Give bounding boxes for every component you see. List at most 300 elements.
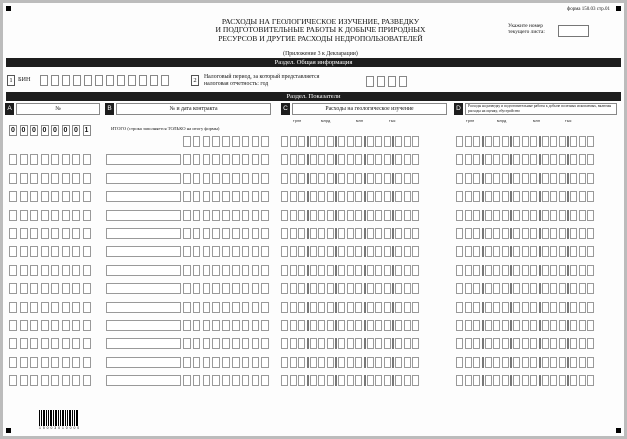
development-cost-cell[interactable] (502, 283, 509, 294)
development-cost-cell[interactable] (502, 246, 509, 257)
exploration-cost-cell[interactable] (338, 154, 345, 165)
row-number-cell[interactable] (51, 154, 59, 165)
development-cost-cell[interactable] (570, 228, 577, 239)
development-cost-cell[interactable] (570, 375, 577, 386)
exploration-cost-cell[interactable] (318, 173, 325, 184)
exploration-cost-cell[interactable] (318, 265, 325, 276)
exploration-cost-cell[interactable] (375, 375, 382, 386)
development-cost-cell[interactable] (485, 375, 492, 386)
development-cost-cell[interactable] (570, 283, 577, 294)
row-number-cell[interactable] (30, 210, 38, 221)
row-number-cell[interactable] (62, 357, 70, 368)
contract-date-cell[interactable] (203, 228, 211, 239)
exploration-cost-cell[interactable] (310, 191, 317, 202)
contract-date-cell[interactable] (183, 375, 191, 386)
development-cost-cell[interactable] (513, 191, 520, 202)
contract-date-cell[interactable] (232, 246, 240, 257)
exploration-cost-cell[interactable] (338, 320, 345, 331)
row-number-cell[interactable] (83, 375, 91, 386)
row-number-cell[interactable] (9, 375, 17, 386)
exploration-cost-cell[interactable] (395, 246, 402, 257)
exploration-cost-cell[interactable] (310, 338, 317, 349)
contract-date-cell[interactable] (222, 191, 230, 202)
row-number-cell[interactable] (51, 228, 59, 239)
exploration-cost-cell[interactable] (412, 173, 419, 184)
development-cost-cell[interactable] (530, 283, 537, 294)
bin-digit-cell[interactable] (51, 75, 59, 86)
development-cost-cell[interactable] (550, 338, 557, 349)
development-cost-cell[interactable] (485, 338, 492, 349)
contract-date-cell[interactable] (203, 191, 211, 202)
exploration-cost-cell[interactable] (281, 136, 288, 147)
row-number-cell[interactable] (30, 228, 38, 239)
exploration-cost-cell[interactable] (327, 320, 334, 331)
development-cost-cell[interactable] (579, 154, 586, 165)
row-number-cell[interactable] (72, 338, 80, 349)
exploration-cost-cell[interactable] (281, 154, 288, 165)
row-number-cell[interactable] (20, 302, 28, 313)
development-cost-cell[interactable] (502, 154, 509, 165)
development-cost-cell[interactable] (473, 191, 480, 202)
row-number-cell[interactable] (30, 173, 38, 184)
development-cost-cell[interactable] (473, 210, 480, 221)
exploration-cost-cell[interactable] (412, 265, 419, 276)
exploration-cost-cell[interactable] (375, 173, 382, 184)
exploration-cost-cell[interactable] (404, 210, 411, 221)
contract-date-cell[interactable] (242, 320, 250, 331)
development-cost-cell[interactable] (550, 357, 557, 368)
development-cost-cell[interactable] (513, 338, 520, 349)
development-cost-cell[interactable] (473, 154, 480, 165)
exploration-cost-cell[interactable] (395, 302, 402, 313)
development-cost-cell[interactable] (522, 302, 529, 313)
exploration-cost-cell[interactable] (281, 320, 288, 331)
development-cost-cell[interactable] (513, 375, 520, 386)
exploration-cost-cell[interactable] (367, 191, 374, 202)
development-cost-cell[interactable] (493, 283, 500, 294)
contract-date-cell[interactable] (212, 283, 220, 294)
exploration-cost-cell[interactable] (384, 375, 391, 386)
exploration-cost-cell[interactable] (281, 302, 288, 313)
exploration-cost-cell[interactable] (395, 228, 402, 239)
row-number-cell[interactable] (83, 320, 91, 331)
development-cost-cell[interactable] (579, 246, 586, 257)
exploration-cost-cell[interactable] (290, 357, 297, 368)
development-cost-cell[interactable] (559, 302, 566, 313)
development-cost-cell[interactable] (473, 338, 480, 349)
development-cost-cell[interactable] (542, 338, 549, 349)
development-cost-cell[interactable] (456, 210, 463, 221)
development-cost-cell[interactable] (513, 246, 520, 257)
development-cost-cell[interactable] (522, 191, 529, 202)
development-cost-cell[interactable] (485, 265, 492, 276)
exploration-cost-cell[interactable] (367, 375, 374, 386)
exploration-cost-cell[interactable] (310, 357, 317, 368)
contract-date-cell[interactable] (232, 357, 240, 368)
contract-date-cell[interactable] (222, 154, 230, 165)
development-cost-cell[interactable] (493, 246, 500, 257)
exploration-cost-cell[interactable] (338, 338, 345, 349)
exploration-cost-cell[interactable] (384, 357, 391, 368)
development-cost-cell[interactable] (513, 228, 520, 239)
bin-digit-cell[interactable] (84, 75, 92, 86)
contract-date-cell[interactable] (242, 283, 250, 294)
development-cost-cell[interactable] (570, 357, 577, 368)
development-cost-cell[interactable] (485, 302, 492, 313)
row-number-cell[interactable] (62, 210, 70, 221)
exploration-cost-cell[interactable] (290, 246, 297, 257)
row-number-cell[interactable] (41, 320, 49, 331)
contract-date-cell[interactable] (193, 228, 201, 239)
contract-date-cell[interactable] (252, 191, 260, 202)
row-number-cell[interactable] (62, 338, 70, 349)
development-cost-cell[interactable] (559, 246, 566, 257)
contract-date-cell[interactable] (203, 375, 211, 386)
row-number-cell[interactable] (83, 265, 91, 276)
exploration-cost-cell[interactable] (412, 375, 419, 386)
contract-field[interactable] (106, 338, 181, 349)
bin-digit-cell[interactable] (73, 75, 81, 86)
development-cost-cell[interactable] (579, 136, 586, 147)
exploration-cost-cell[interactable] (404, 265, 411, 276)
exploration-cost-cell[interactable] (290, 173, 297, 184)
contract-date-cell[interactable] (242, 357, 250, 368)
row-number-cell[interactable] (30, 338, 38, 349)
row-number-cell[interactable] (62, 191, 70, 202)
development-cost-cell[interactable] (473, 228, 480, 239)
exploration-cost-cell[interactable] (298, 210, 305, 221)
exploration-cost-cell[interactable] (310, 283, 317, 294)
exploration-cost-cell[interactable] (298, 228, 305, 239)
development-cost-cell[interactable] (456, 302, 463, 313)
row-number-cell[interactable] (30, 246, 38, 257)
exploration-cost-cell[interactable] (281, 338, 288, 349)
exploration-cost-cell[interactable] (290, 320, 297, 331)
development-cost-cell[interactable] (522, 265, 529, 276)
exploration-cost-cell[interactable] (347, 357, 354, 368)
development-cost-cell[interactable] (513, 173, 520, 184)
exploration-cost-cell[interactable] (384, 320, 391, 331)
development-cost-cell[interactable] (465, 210, 472, 221)
development-cost-cell[interactable] (542, 173, 549, 184)
row-number-cell[interactable] (62, 302, 70, 313)
contract-date-cell[interactable] (183, 283, 191, 294)
row-number-cell[interactable] (51, 246, 59, 257)
exploration-cost-cell[interactable] (338, 210, 345, 221)
development-cost-cell[interactable] (502, 210, 509, 221)
contract-date-cell[interactable] (193, 246, 201, 257)
exploration-cost-cell[interactable] (347, 320, 354, 331)
exploration-cost-cell[interactable] (412, 302, 419, 313)
development-cost-cell[interactable] (570, 338, 577, 349)
contract-date-cell[interactable] (261, 357, 269, 368)
exploration-cost-cell[interactable] (347, 246, 354, 257)
exploration-cost-cell[interactable] (384, 173, 391, 184)
row-number-cell[interactable] (20, 320, 28, 331)
contract-date-cell[interactable] (232, 210, 240, 221)
exploration-cost-cell[interactable] (318, 191, 325, 202)
development-cost-cell[interactable] (485, 154, 492, 165)
development-cost-cell[interactable] (542, 283, 549, 294)
development-cost-cell[interactable] (550, 210, 557, 221)
development-cost-cell[interactable] (465, 302, 472, 313)
bin-digit-cell[interactable] (40, 75, 48, 86)
exploration-cost-cell[interactable] (290, 375, 297, 386)
row-number-cell[interactable] (51, 338, 59, 349)
development-cost-cell[interactable] (570, 302, 577, 313)
development-cost-cell[interactable] (502, 136, 509, 147)
development-cost-cell[interactable] (502, 265, 509, 276)
exploration-cost-cell[interactable] (318, 375, 325, 386)
bin-digit-cell[interactable] (150, 75, 158, 86)
row-number-cell[interactable] (9, 338, 17, 349)
exploration-cost-cell[interactable] (298, 246, 305, 257)
development-cost-cell[interactable] (502, 302, 509, 313)
exploration-cost-cell[interactable] (298, 283, 305, 294)
exploration-cost-cell[interactable] (367, 210, 374, 221)
year-digit-cell[interactable] (399, 76, 407, 87)
development-cost-cell[interactable] (465, 154, 472, 165)
development-cost-cell[interactable] (587, 302, 594, 313)
contract-date-cell[interactable] (261, 228, 269, 239)
exploration-cost-cell[interactable] (404, 136, 411, 147)
exploration-cost-cell[interactable] (338, 283, 345, 294)
contract-field[interactable] (106, 302, 181, 313)
exploration-cost-cell[interactable] (347, 173, 354, 184)
development-cost-cell[interactable] (550, 154, 557, 165)
development-cost-cell[interactable] (559, 357, 566, 368)
development-cost-cell[interactable] (513, 154, 520, 165)
development-cost-cell[interactable] (570, 191, 577, 202)
exploration-cost-cell[interactable] (355, 191, 362, 202)
exploration-cost-cell[interactable] (375, 320, 382, 331)
row-number-cell[interactable] (30, 191, 38, 202)
exploration-cost-cell[interactable] (404, 154, 411, 165)
exploration-cost-cell[interactable] (375, 265, 382, 276)
row-number-cell[interactable] (9, 173, 17, 184)
contract-date-cell[interactable] (242, 375, 250, 386)
exploration-cost-cell[interactable] (384, 338, 391, 349)
exploration-cost-cell[interactable] (338, 357, 345, 368)
row-number-cell[interactable] (30, 320, 38, 331)
development-cost-cell[interactable] (502, 320, 509, 331)
row-number-cell[interactable] (41, 375, 49, 386)
exploration-cost-cell[interactable] (290, 302, 297, 313)
development-cost-cell[interactable] (465, 357, 472, 368)
exploration-cost-cell[interactable] (310, 173, 317, 184)
contract-date-cell[interactable] (261, 173, 269, 184)
contract-date-cell[interactable] (183, 154, 191, 165)
exploration-cost-cell[interactable] (355, 302, 362, 313)
development-cost-cell[interactable] (579, 191, 586, 202)
contract-date-cell[interactable] (222, 173, 230, 184)
row-number-cell[interactable] (41, 338, 49, 349)
development-cost-cell[interactable] (485, 173, 492, 184)
row-number-cell[interactable] (20, 228, 28, 239)
contract-date-cell[interactable] (252, 154, 260, 165)
exploration-cost-cell[interactable] (384, 154, 391, 165)
contract-date-cell[interactable] (232, 375, 240, 386)
contract-field[interactable] (106, 283, 181, 294)
contract-date-cell[interactable] (193, 154, 201, 165)
development-cost-cell[interactable] (493, 320, 500, 331)
exploration-cost-cell[interactable] (395, 154, 402, 165)
exploration-cost-cell[interactable] (355, 210, 362, 221)
exploration-cost-cell[interactable] (281, 357, 288, 368)
contract-date-cell[interactable] (193, 265, 201, 276)
exploration-cost-cell[interactable] (412, 136, 419, 147)
exploration-cost-cell[interactable] (310, 210, 317, 221)
development-cost-cell[interactable] (570, 265, 577, 276)
contract-date-cell[interactable] (183, 265, 191, 276)
development-cost-cell[interactable] (473, 283, 480, 294)
development-cost-cell[interactable] (550, 320, 557, 331)
exploration-cost-cell[interactable] (375, 283, 382, 294)
development-cost-cell[interactable] (513, 283, 520, 294)
contract-date-cell[interactable] (193, 210, 201, 221)
exploration-cost-cell[interactable] (318, 246, 325, 257)
row-number-cell[interactable] (51, 375, 59, 386)
contract-date-cell[interactable] (183, 246, 191, 257)
contract-date-cell[interactable] (261, 154, 269, 165)
row-number-cell[interactable] (9, 265, 17, 276)
development-cost-cell[interactable] (587, 246, 594, 257)
exploration-cost-cell[interactable] (375, 228, 382, 239)
development-cost-cell[interactable] (542, 375, 549, 386)
row-number-cell[interactable] (62, 265, 70, 276)
exploration-cost-cell[interactable] (338, 265, 345, 276)
exploration-cost-cell[interactable] (367, 302, 374, 313)
row-number-cell[interactable] (83, 357, 91, 368)
development-cost-cell[interactable] (542, 265, 549, 276)
development-cost-cell[interactable] (485, 246, 492, 257)
contract-date-cell[interactable] (252, 173, 260, 184)
row-number-cell[interactable] (41, 228, 49, 239)
exploration-cost-cell[interactable] (375, 210, 382, 221)
development-cost-cell[interactable] (530, 154, 537, 165)
development-cost-cell[interactable] (570, 210, 577, 221)
bin-digit-cell[interactable] (161, 75, 169, 86)
contract-date-cell[interactable] (203, 302, 211, 313)
exploration-cost-cell[interactable] (384, 246, 391, 257)
row-number-cell[interactable] (51, 265, 59, 276)
row-number-cell[interactable] (51, 173, 59, 184)
contract-date-cell[interactable] (193, 357, 201, 368)
contract-date-cell[interactable] (212, 338, 220, 349)
row-number-cell[interactable] (62, 154, 70, 165)
row-number-cell[interactable] (83, 338, 91, 349)
exploration-cost-cell[interactable] (367, 228, 374, 239)
development-cost-cell[interactable] (465, 375, 472, 386)
development-cost-cell[interactable] (550, 375, 557, 386)
development-cost-cell[interactable] (587, 210, 594, 221)
development-cost-cell[interactable] (493, 338, 500, 349)
exploration-cost-cell[interactable] (404, 191, 411, 202)
contract-date-cell[interactable] (222, 320, 230, 331)
development-cost-cell[interactable] (502, 191, 509, 202)
development-cost-cell[interactable] (587, 173, 594, 184)
contract-date-cell[interactable] (252, 246, 260, 257)
development-cost-cell[interactable] (493, 302, 500, 313)
row-number-cell[interactable] (83, 302, 91, 313)
development-cost-cell[interactable] (473, 302, 480, 313)
exploration-cost-cell[interactable] (298, 375, 305, 386)
row-number-cell[interactable] (83, 210, 91, 221)
exploration-cost-cell[interactable] (412, 246, 419, 257)
exploration-cost-cell[interactable] (327, 154, 334, 165)
contract-date-cell[interactable] (203, 173, 211, 184)
contract-date-cell[interactable] (183, 320, 191, 331)
contract-date-cell[interactable] (232, 191, 240, 202)
exploration-cost-cell[interactable] (375, 191, 382, 202)
exploration-cost-cell[interactable] (327, 191, 334, 202)
exploration-cost-cell[interactable] (384, 191, 391, 202)
contract-date-cell[interactable] (212, 357, 220, 368)
development-cost-cell[interactable] (473, 357, 480, 368)
exploration-cost-cell[interactable] (355, 375, 362, 386)
exploration-cost-cell[interactable] (375, 154, 382, 165)
exploration-cost-cell[interactable] (375, 246, 382, 257)
exploration-cost-cell[interactable] (395, 265, 402, 276)
row-number-cell[interactable] (72, 357, 80, 368)
contract-field[interactable] (106, 154, 181, 165)
row-number-cell[interactable] (51, 191, 59, 202)
contract-date-cell[interactable] (212, 136, 220, 147)
contract-field[interactable] (106, 210, 181, 221)
development-cost-cell[interactable] (542, 191, 549, 202)
development-cost-cell[interactable] (473, 375, 480, 386)
development-cost-cell[interactable] (570, 154, 577, 165)
row-number-cell[interactable] (51, 357, 59, 368)
development-cost-cell[interactable] (570, 136, 577, 147)
exploration-cost-cell[interactable] (327, 228, 334, 239)
exploration-cost-cell[interactable] (281, 283, 288, 294)
development-cost-cell[interactable] (542, 320, 549, 331)
development-cost-cell[interactable] (473, 320, 480, 331)
development-cost-cell[interactable] (493, 173, 500, 184)
exploration-cost-cell[interactable] (298, 173, 305, 184)
development-cost-cell[interactable] (587, 191, 594, 202)
exploration-cost-cell[interactable] (298, 357, 305, 368)
contract-date-cell[interactable] (242, 338, 250, 349)
year-digit-cell[interactable] (366, 76, 374, 87)
exploration-cost-cell[interactable] (355, 320, 362, 331)
development-cost-cell[interactable] (587, 338, 594, 349)
contract-field[interactable] (106, 320, 181, 331)
contract-field[interactable] (106, 228, 181, 239)
development-cost-cell[interactable] (522, 154, 529, 165)
exploration-cost-cell[interactable] (290, 338, 297, 349)
bin-digit-cell[interactable] (117, 75, 125, 86)
exploration-cost-cell[interactable] (367, 338, 374, 349)
development-cost-cell[interactable] (550, 173, 557, 184)
row-number-cell[interactable] (83, 191, 91, 202)
contract-date-cell[interactable] (183, 173, 191, 184)
exploration-cost-cell[interactable] (318, 302, 325, 313)
development-cost-cell[interactable] (485, 357, 492, 368)
bin-digit-cell[interactable] (106, 75, 114, 86)
exploration-cost-cell[interactable] (338, 246, 345, 257)
development-cost-cell[interactable] (587, 283, 594, 294)
exploration-cost-cell[interactable] (384, 265, 391, 276)
development-cost-cell[interactable] (493, 375, 500, 386)
development-cost-cell[interactable] (550, 136, 557, 147)
development-cost-cell[interactable] (550, 283, 557, 294)
contract-date-cell[interactable] (252, 210, 260, 221)
exploration-cost-cell[interactable] (298, 302, 305, 313)
row-number-cell[interactable] (83, 154, 91, 165)
development-cost-cell[interactable] (493, 136, 500, 147)
